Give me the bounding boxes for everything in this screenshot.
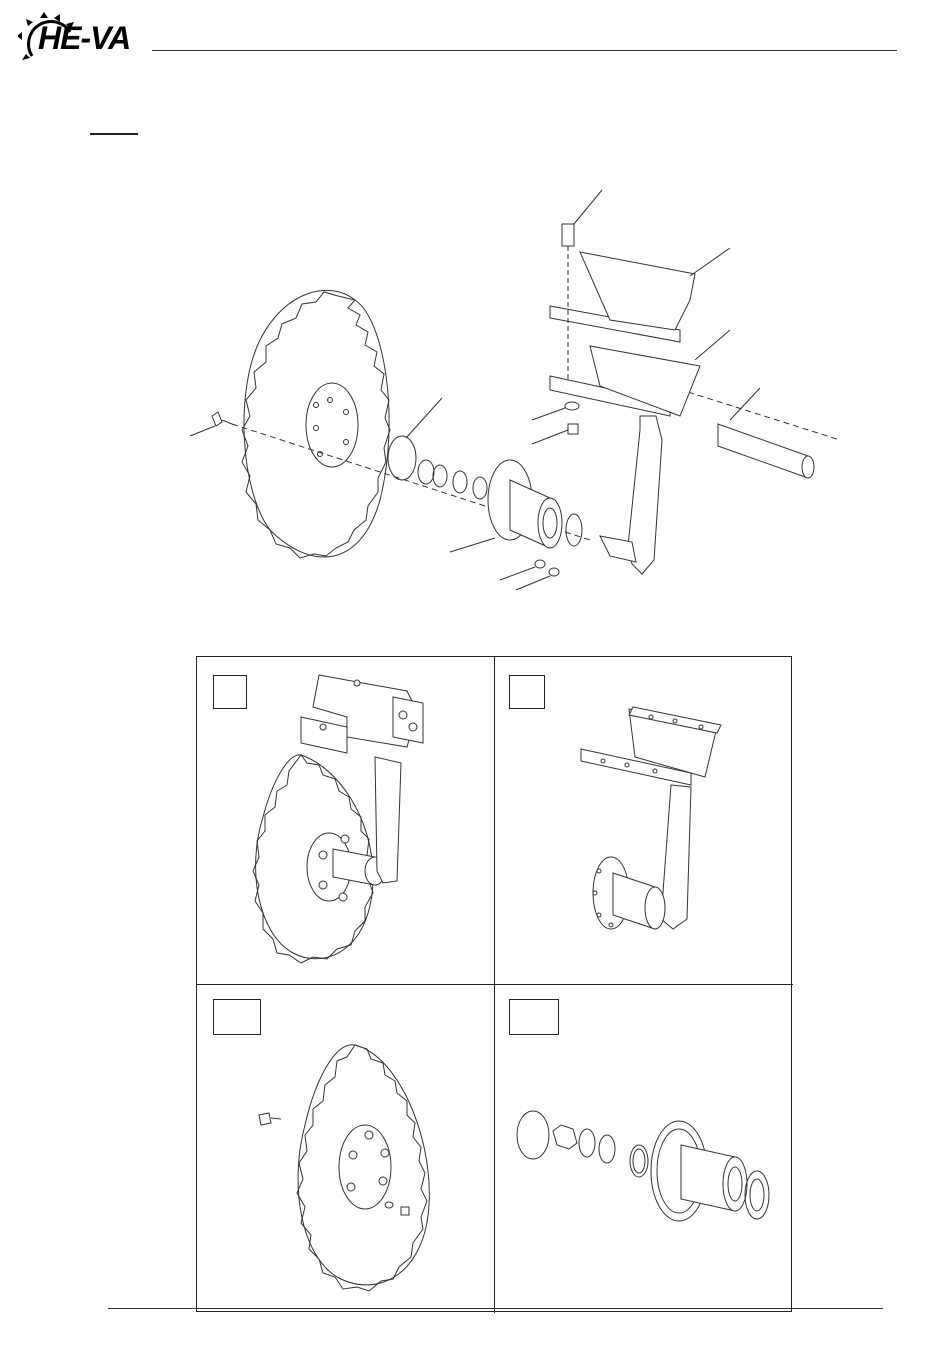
footer-rule — [108, 1308, 883, 1309]
section-mark — [90, 133, 138, 135]
panel-a — [197, 657, 495, 985]
disc-with-bolts-icon — [197, 985, 493, 1311]
assembly-steps-grid — [196, 656, 792, 1312]
panel-b — [495, 657, 793, 985]
disc-coulter-exploded-icon — [170, 180, 850, 600]
header-rule — [152, 50, 897, 51]
hub-components-icon — [495, 985, 791, 1311]
logo-text: HE-VA — [38, 20, 131, 56]
assembled-coulter-icon — [197, 657, 493, 983]
panel-c — [197, 985, 495, 1313]
panel-d — [495, 985, 793, 1313]
bracket-arm-hub-icon — [495, 657, 791, 983]
heva-logo — [18, 10, 138, 68]
exploded-view-drawing — [170, 180, 850, 600]
